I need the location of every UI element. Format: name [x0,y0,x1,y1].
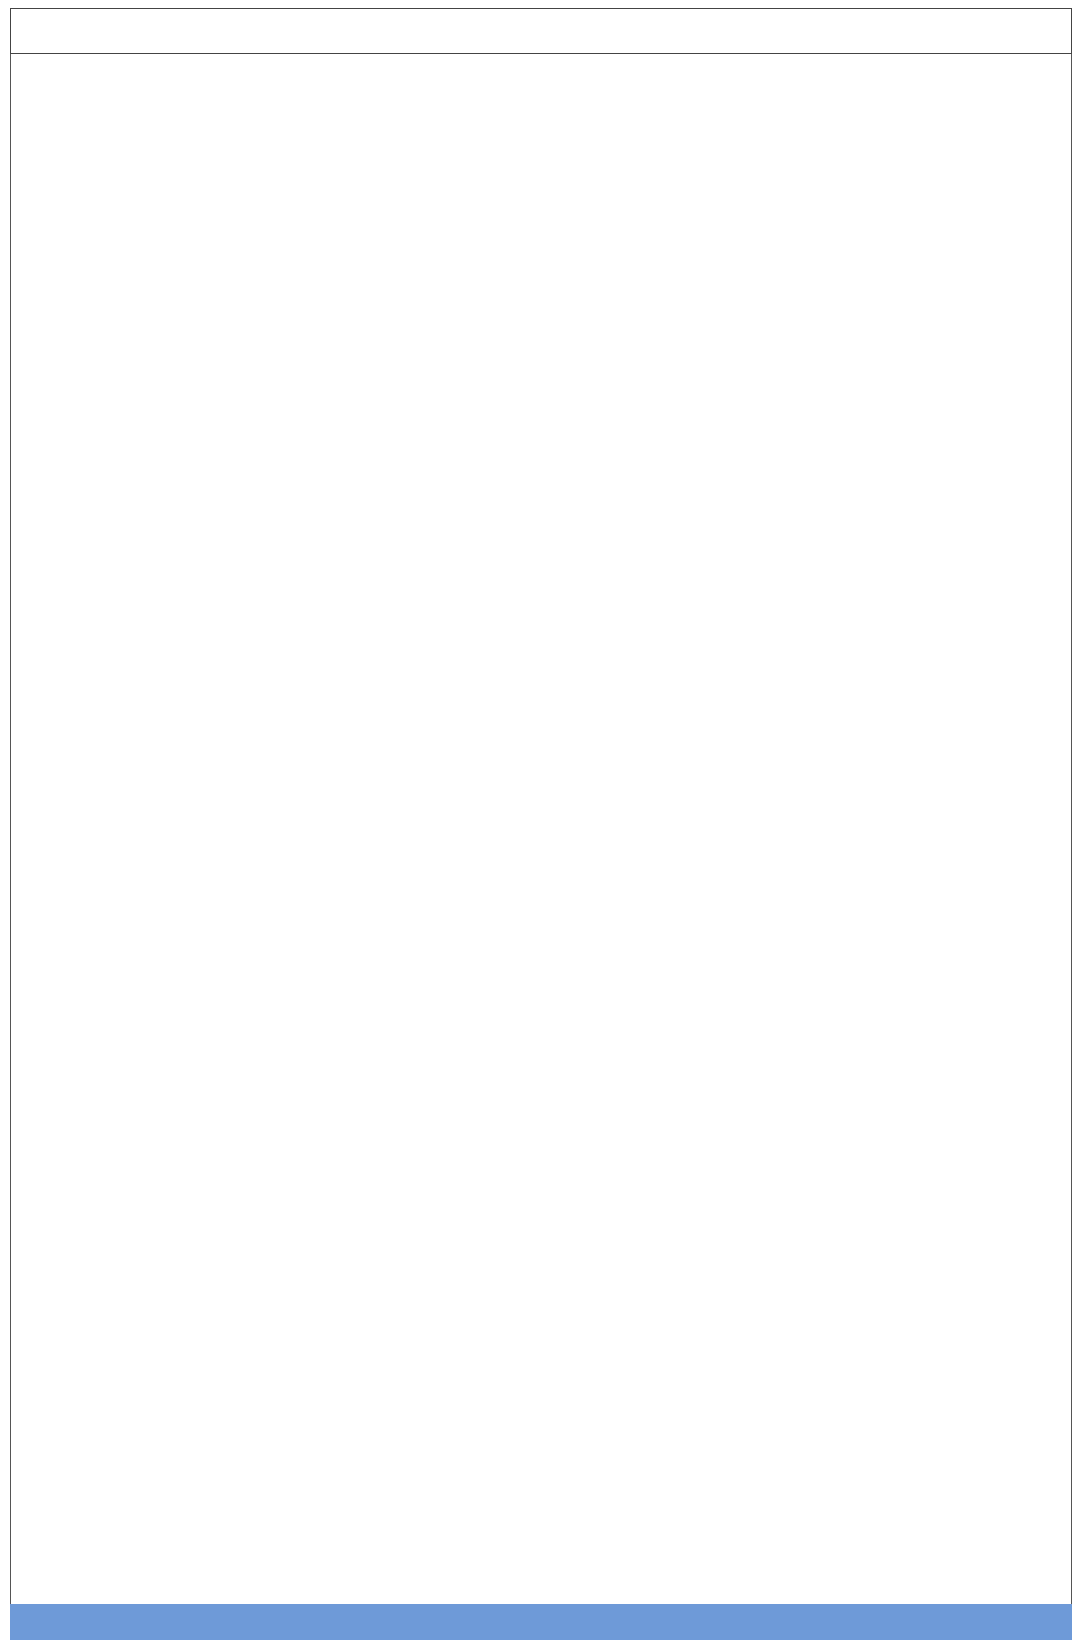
footer-bar [10,1604,1072,1640]
tier-table [10,54,1072,1606]
page-title-bar [10,8,1072,54]
